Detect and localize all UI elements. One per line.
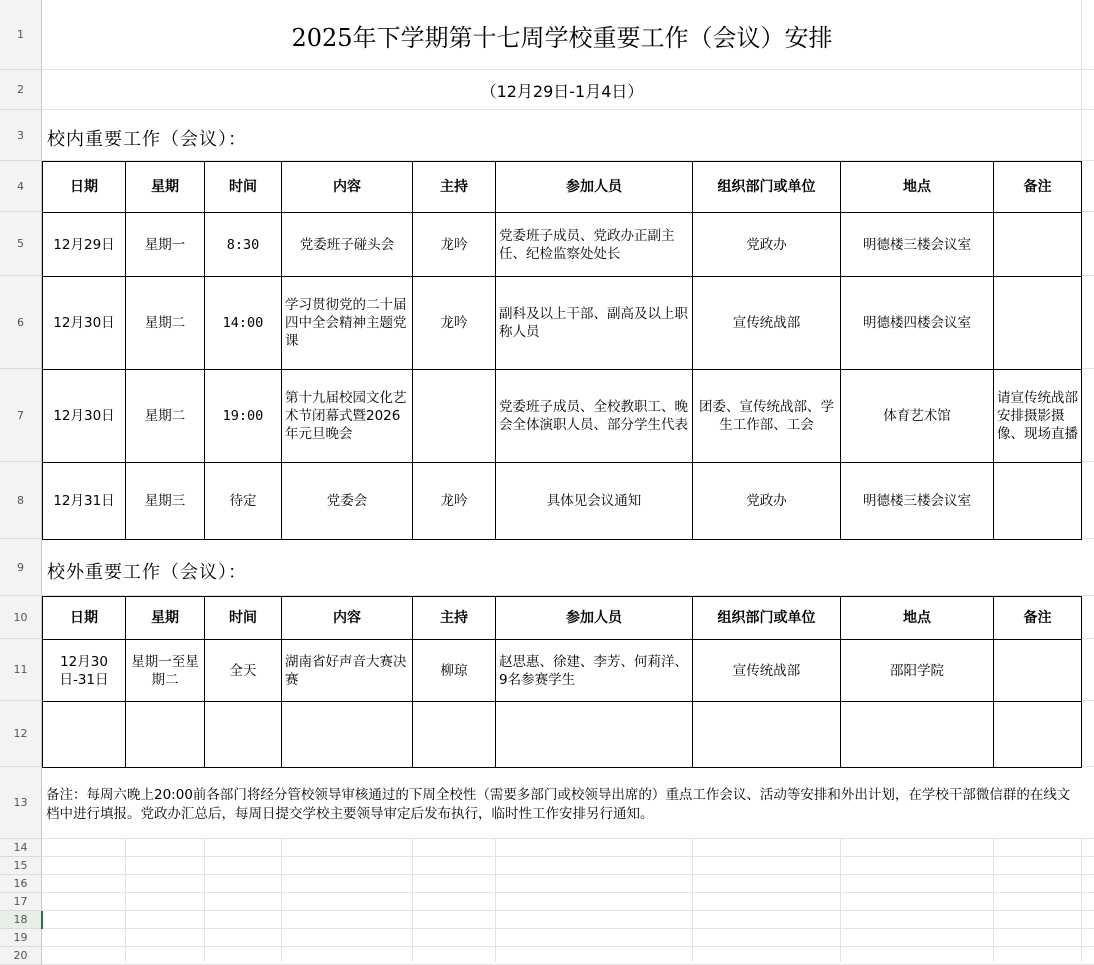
row-header[interactable]: 2 (0, 70, 42, 110)
table-row (43, 277, 1082, 370)
row-header[interactable]: 18 (0, 911, 42, 929)
gridline (1081, 839, 1082, 962)
table-cell[interactable]: 星期二 (126, 277, 205, 370)
gridline (42, 892, 1094, 893)
table-cell[interactable]: 星期二 (126, 370, 205, 463)
column-header[interactable]: 参加人员 (496, 597, 693, 640)
row-header[interactable]: 5 (0, 212, 42, 276)
gridline (412, 839, 413, 962)
table-cell[interactable]: 团委、宣传统战部、学生工作部、工会 (693, 370, 841, 463)
section-external-heading: 校外重要工作（会议）： (47, 562, 247, 583)
column-header[interactable]: 备注 (994, 597, 1082, 640)
table-cell[interactable]: 12月31日 (43, 463, 126, 540)
table-cell[interactable]: 明德楼三楼会议室 (841, 463, 994, 540)
gridline (42, 838, 1094, 839)
table-cell[interactable]: 邵阳学院 (841, 640, 994, 702)
table-cell[interactable]: 副科及以上干部、副高及以上职称人员 (496, 277, 693, 370)
table-cell[interactable] (126, 702, 205, 768)
table-cell[interactable]: 具体见会议通知 (496, 463, 693, 540)
row-header[interactable]: 17 (0, 893, 42, 911)
row-header[interactable]: 11 (0, 639, 42, 701)
column-header[interactable]: 组织部门或单位 (693, 597, 841, 640)
table-cell[interactable]: 学习贯彻党的二十届四中全会精神主题党课 (282, 277, 413, 370)
row-header[interactable]: 1 (0, 0, 42, 70)
note-text: 备注：每周六晚上20:00前各部门将经分管校领导审核通过的下周全校性（需要多部门或校领导出席的）重点工作会议、活动等安排和外出计划，在学校干部微信群的在线文档中进行填报。党政办汇总后，每周日提交学校主要领导审定后发布执行，临时性工作安排另行通知。 (46, 787, 1071, 822)
row-header[interactable]: 4 (0, 161, 42, 212)
external-header-row (43, 597, 1082, 640)
table-cell[interactable]: 星期三 (126, 463, 205, 540)
row-header[interactable]: 13 (0, 767, 42, 839)
table-cell[interactable]: 12月30日-31日 (43, 640, 126, 702)
sheet-subtitle: （12月29日-1月4日） (480, 81, 644, 101)
table-cell[interactable] (994, 213, 1082, 277)
table-cell[interactable]: 赵思惠、徐建、李芳、何莉洋、9名参赛学生 (496, 640, 693, 702)
internal-header-row (43, 162, 1082, 213)
column-header[interactable]: 地点 (841, 597, 994, 640)
table-cell[interactable]: 党委班子成员、党政办正副主任、纪检监察处处长 (496, 213, 693, 277)
row-header[interactable]: 3 (0, 110, 42, 161)
table-cell[interactable]: 体育艺术馆 (841, 370, 994, 463)
table-cell[interactable] (282, 702, 413, 768)
row-header[interactable]: 12 (0, 701, 42, 767)
table-cell[interactable]: 星期一至星期二 (126, 640, 205, 702)
table-cell[interactable]: 12月29日 (43, 213, 126, 277)
table-cell[interactable] (994, 640, 1082, 702)
gridline (42, 874, 1094, 875)
column-header[interactable]: 参加人员 (496, 162, 693, 213)
table-cell[interactable]: 党政办 (693, 213, 841, 277)
table-cell[interactable]: 19:00 (205, 370, 282, 463)
table-cell[interactable] (496, 702, 693, 768)
column-header[interactable]: 星期 (126, 597, 205, 640)
table-cell[interactable]: 党委会 (282, 463, 413, 540)
table-cell[interactable]: 12月30日 (43, 370, 126, 463)
gridline (42, 928, 1094, 929)
gridline (204, 839, 205, 962)
table-cell[interactable]: 待定 (205, 463, 282, 540)
column-header[interactable]: 时间 (205, 162, 282, 213)
column-header[interactable]: 内容 (282, 162, 413, 213)
table-cell[interactable] (994, 463, 1082, 540)
row-header[interactable]: 9 (0, 539, 42, 596)
gridline (42, 856, 1094, 857)
column-header[interactable]: 主持 (413, 162, 496, 213)
active-cell-marker (41, 911, 43, 929)
table-cell[interactable]: 请宣传统战部安排摄影摄像、现场直播 (994, 370, 1082, 463)
gridline (692, 839, 693, 962)
row-header[interactable]: 10 (0, 596, 42, 639)
table-cell[interactable] (205, 702, 282, 768)
table-row (43, 702, 1082, 768)
gridline (125, 839, 126, 962)
table-cell[interactable]: 明德楼三楼会议室 (841, 213, 994, 277)
table-cell[interactable]: 宣传统战部 (693, 640, 841, 702)
table-cell[interactable]: 柳琼 (413, 640, 496, 702)
table-row (43, 213, 1082, 277)
table-cell[interactable]: 星期一 (126, 213, 205, 277)
row-header[interactable]: 19 (0, 929, 42, 947)
column-header[interactable]: 备注 (994, 162, 1082, 213)
row-header[interactable]: 7 (0, 369, 42, 462)
row-header[interactable]: 6 (0, 276, 42, 369)
internal-schedule-table (42, 161, 1082, 540)
row-header[interactable]: 14 (0, 839, 42, 857)
table-cell[interactable]: 党政办 (693, 463, 841, 540)
table-cell[interactable]: 龙吟 (413, 463, 496, 540)
table-row (43, 463, 1082, 540)
table-cell[interactable] (413, 370, 496, 463)
table-cell[interactable]: 宣传统战部 (693, 277, 841, 370)
table-cell[interactable]: 第十九届校园文化艺术节闭幕式暨2026年元旦晚会 (282, 370, 413, 463)
table-cell[interactable] (693, 702, 841, 768)
table-cell[interactable]: 12月30日 (43, 277, 126, 370)
table-cell[interactable]: 湖南省好声音大赛决赛 (282, 640, 413, 702)
table-cell[interactable]: 党委班子碰头会 (282, 213, 413, 277)
table-cell[interactable]: 龙吟 (413, 277, 496, 370)
table-cell[interactable]: 全天 (205, 640, 282, 702)
gridline (42, 946, 1094, 947)
sheet-title: 2025年下学期第十七周学校重要工作（会议）安排 (291, 23, 833, 52)
column-header[interactable]: 地点 (841, 162, 994, 213)
column-header[interactable]: 日期 (43, 162, 126, 213)
column-header[interactable]: 内容 (282, 597, 413, 640)
column-header[interactable]: 时间 (205, 597, 282, 640)
row-header[interactable]: 8 (0, 462, 42, 539)
gridline (281, 839, 282, 962)
external-schedule-table (42, 596, 1082, 768)
gridline (495, 839, 496, 962)
column-header[interactable]: 星期 (126, 162, 205, 213)
column-header[interactable]: 日期 (43, 597, 126, 640)
row-header[interactable]: 20 (0, 947, 42, 965)
table-cell[interactable] (994, 702, 1082, 768)
table-row (43, 640, 1082, 702)
table-cell[interactable] (413, 702, 496, 768)
table-cell[interactable]: 8:30 (205, 213, 282, 277)
table-cell[interactable] (43, 702, 126, 768)
table-cell[interactable]: 明德楼四楼会议室 (841, 277, 994, 370)
gridline (840, 839, 841, 962)
table-cell[interactable]: 14:00 (205, 277, 282, 370)
table-cell[interactable] (841, 702, 994, 768)
column-header[interactable]: 主持 (413, 597, 496, 640)
row-header[interactable]: 15 (0, 857, 42, 875)
table-cell[interactable]: 党委班子成员、全校教职工、晚会全体演职人员、部分学生代表 (496, 370, 693, 463)
table-cell[interactable] (994, 277, 1082, 370)
column-header[interactable]: 组织部门或单位 (693, 162, 841, 213)
table-row (43, 370, 1082, 463)
row-header[interactable]: 16 (0, 875, 42, 893)
table-cell[interactable]: 龙吟 (413, 213, 496, 277)
gridline (993, 839, 994, 962)
gridline (42, 910, 1094, 911)
section-internal-heading: 校内重要工作（会议）： (47, 129, 247, 150)
